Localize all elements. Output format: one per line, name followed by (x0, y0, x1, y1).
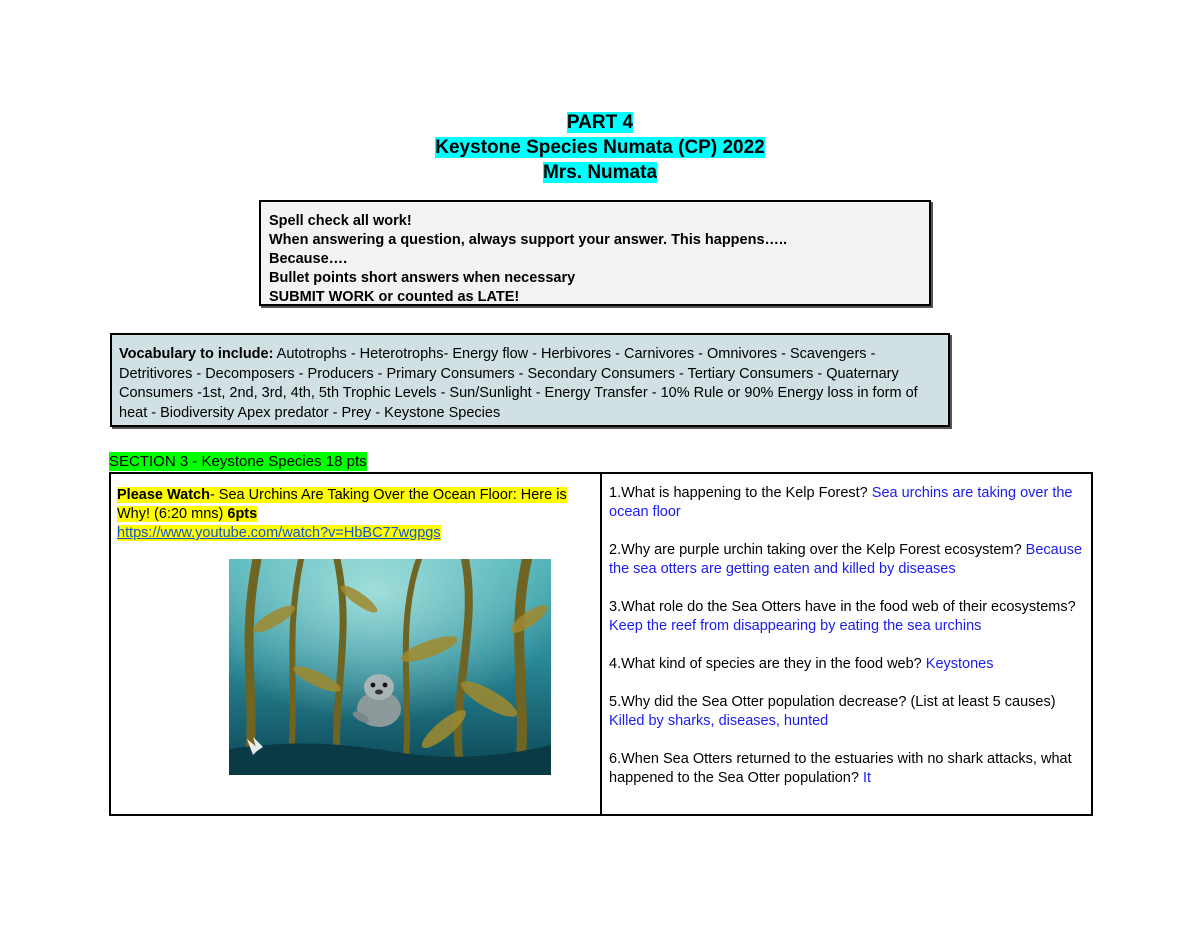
video-link[interactable]: https://www.youtube.com/watch?v=HbBC77wgpgs (117, 525, 441, 541)
question-3: 3.What role do the Sea Otters have in the food web of their ecosystems? Keep the reef from disappearing by eating the sea urchins (609, 599, 1076, 634)
teacher-name: Mrs. Numata (542, 162, 658, 183)
video-title: - Sea Urchins Are Taking Over the Ocean Floor: Here is Why! (6:20 mns) (117, 487, 567, 522)
rule-support-answer: When answering a question, always support your answer. This happens….. (269, 232, 788, 248)
video-cell (111, 474, 602, 814)
rule-submit-work: SUBMIT WORK or counted as LATE! (269, 289, 520, 305)
questions-table (109, 472, 1093, 816)
answer-6: It (862, 770, 872, 786)
document-header (0, 110, 1200, 185)
rule-because: Because…. (269, 251, 348, 267)
watch-label: Please Watch (117, 487, 210, 503)
question-4: 4.What kind of species are they in the food web? Keystones (609, 656, 994, 672)
vocabulary-list: Autotrophs - Heterotrophs- Energy flow - Herbivores - Carnivores - Omnivores - Scavengers - Detritivores - Decomposers - Producers - Primary Consumers - Secondary Consumers - Tertiary Consumers - Quaternary Consumers -1st, 2nd, 3rd, 4th, 5th Trophic Levels - Sun/Sunlight - Energy Transfer - 10% Rule or 90% Energy loss in form of heat - Biodiversity Apex predator - Prey - Keystone Species (119, 346, 918, 421)
questions-cell (602, 474, 1091, 814)
answer-2: Because the sea otters are getting eaten and killed by diseases (609, 542, 1083, 577)
document-title: Keystone Species Numata (CP) 2022 (435, 137, 765, 158)
video-points: 6pts (227, 506, 258, 522)
rule-spell-check: Spell check all work! (269, 213, 412, 229)
rule-bullet-points: Bullet points short answers when necessary (269, 270, 576, 286)
answer-5: Killed by sharks, diseases, hunted (609, 713, 829, 729)
answer-3: Keep the reef from disappearing by eating the sea urchins (609, 618, 982, 634)
answer-1: Sea urchins are taking over the ocean floor (609, 485, 1073, 520)
answer-4: Keystones (925, 656, 994, 672)
question-6: 6.When Sea Otters returned to the estuaries with no shark attacks, what happened to the Sea Otter population? It (609, 751, 1072, 786)
question-1: 1.What is happening to the Kelp Forest? Sea urchins are taking over the ocean floor (609, 485, 1073, 520)
kelp-forest-seal-photo-icon (229, 559, 551, 775)
question-2: 2.Why are purple urchin taking over the Kelp Forest ecosystem? Because the sea otters are getting eaten and killed by diseases (609, 542, 1083, 577)
vocabulary-box (110, 333, 950, 427)
vocabulary-label: Vocabulary to include: (119, 346, 274, 362)
instructions-box (259, 200, 931, 306)
part-heading: PART 4 (566, 112, 634, 133)
watch-instruction (117, 487, 567, 522)
question-5: 5.Why did the Sea Otter population decrease? (List at least 5 causes) Killed by sharks, diseases, hunted (609, 694, 1056, 729)
section-title: SECTION 3 - Keystone Species 18 pts (109, 453, 367, 470)
